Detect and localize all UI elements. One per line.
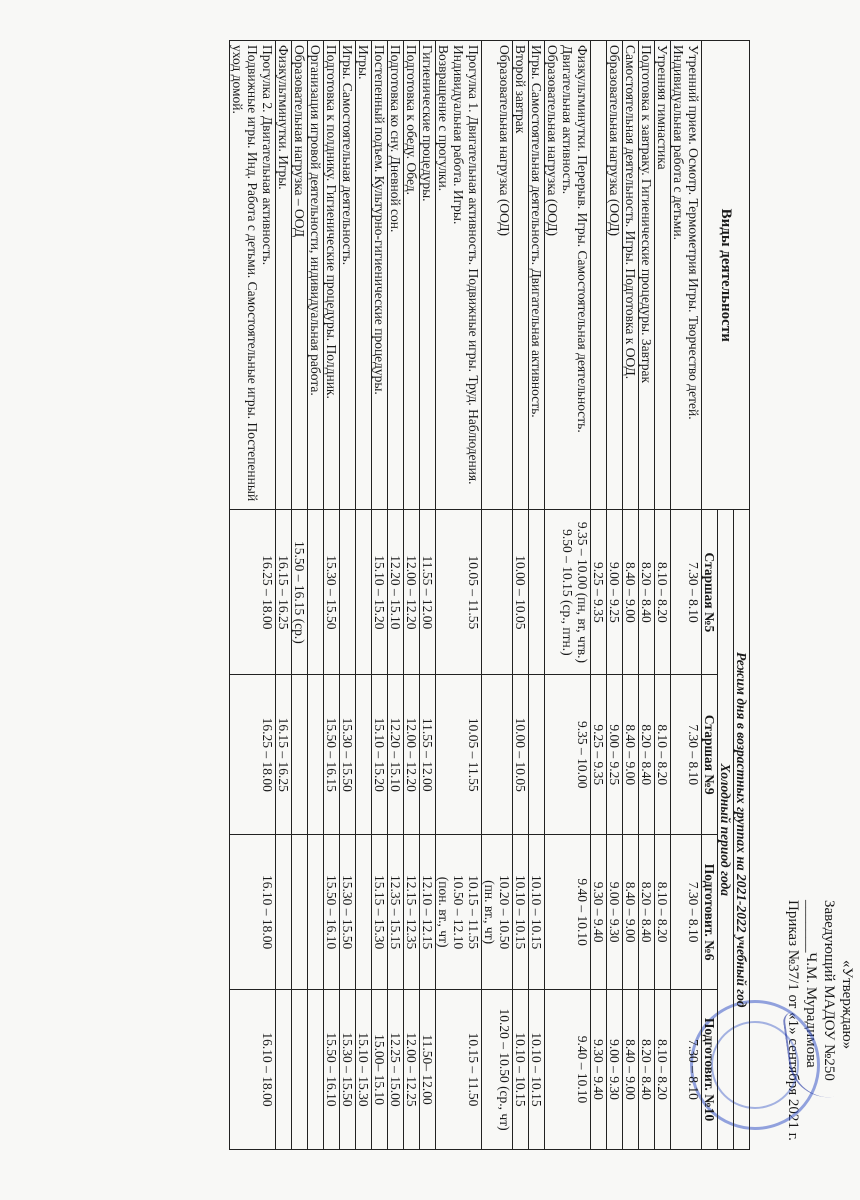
table-row [340,41,356,1150]
time-cell: 10.05 – 11.55 [436,675,482,835]
period-header: Холодный период года [718,510,734,1150]
time-cell: 12.20 – 15.10 [388,675,404,835]
table-row [591,41,607,1150]
time-cell [356,835,372,990]
time-cell: 12.10 – 12.15 [420,835,436,990]
activity-cell: Прогулка 2. Двигательная активность. Подвижные игры. Инд. Работа с детьми. Самостоятельные игры. Постепенный уход домой. [230,41,276,510]
activity-cell: Второй завтрак [513,41,529,510]
activity-cell: Подготовка ко сну. Дневной сон. [388,41,404,510]
time-cell [356,675,372,835]
time-cell: 9.40 – 10.10 [545,990,591,1150]
time-cell: 15.30 – 15.50 [324,510,340,675]
time-cell: 9.00 – 9.30 [607,835,623,990]
time-cell: 10.15 – 11.50 [436,990,482,1150]
time-cell: 9.30 – 9.40 [591,990,607,1150]
table-row [292,41,308,1150]
time-cell: 16.25 – 18.00 [230,510,276,675]
activity-cell: Игры. Самостоятельная деятельность. [340,41,356,510]
time-cell [529,675,545,835]
time-cell: 12.15 – 12.35 [404,835,420,990]
time-cell: 9.25 – 9.35 [591,510,607,675]
time-cell: 10.10 – 10.15 [513,835,529,990]
time-cell: 8.20 – 8.40 [639,510,655,675]
time-cell: 15.10 – 15.20 [372,510,388,675]
activity-cell: Физкультминутки. Перерыв. Игры. Самостоятельная деятельность. Двигательная активность. Образовательная нагрузка (ООД) [545,41,591,510]
time-cell: 15.50 – 16.10 [324,990,340,1150]
time-cell: 10.00 – 10.05 [513,675,529,835]
time-cell: 8.20 – 8.40 [639,835,655,990]
time-cell: 15.10 – 15.20 [372,675,388,835]
time-cell: 10.15 – 11.55 10.50 – 12.10 (пон. вт., чт) [436,835,482,990]
table-row [436,41,482,1150]
time-cell: 16.10 – 18.00 [230,835,276,990]
time-cell: 8.10 – 8.20 [655,990,671,1150]
time-cell: 12.20 – 15.10 [388,510,404,675]
activity-cell: Прогулка 1. Двигательная активность. Подвижные игры. Труд. Наблюдения. Индивидуальная работа. Игры. Возвращение с прогулки. [436,41,482,510]
time-cell: 9.30 – 9.40 [591,835,607,990]
time-cell: 12.25 – 15.00 [388,990,404,1150]
time-cell: 8.10 – 8.20 [655,675,671,835]
time-cell: 7.30 – 8.10 [671,510,702,675]
time-cell [276,990,292,1150]
time-cell: 12.00 – 12.25 [404,990,420,1150]
activity-cell: Подготовка к обеду. Обед. [404,41,420,510]
time-cell: 9.00 – 9.25 [607,510,623,675]
table-row [607,41,623,1150]
time-cell [482,675,513,835]
time-cell [292,835,308,990]
approval-line-3: _______Ч.М. Мурадимова [803,900,819,1068]
group-header: Подготовит. №10 [702,990,718,1150]
group-header: Подготовит. №6 [702,835,718,990]
activity-cell: Образовательная нагрузка (ООД) [482,41,513,510]
time-cell: 16.25 – 18.00 [230,675,276,835]
activity-cell: Физкультминутки. Игры. [276,41,292,510]
activity-cell: Игры. Самостоятельная деятельность. Двигательная активность. [529,41,545,510]
table-row [388,41,404,1150]
time-cell [529,510,545,675]
activity-cell: Утренний прием. Осмотр. Термометрия Игры. Творчество детей. Индивидуальная работа с детьми. [671,41,702,510]
time-cell: 8.40 – 9.00 [623,510,639,675]
time-cell: 12.00 – 12.20 [404,510,420,675]
time-cell: 15.50 – 16.10 [324,835,340,990]
time-cell: 15.30 – 15.50 [340,675,356,835]
time-cell: 15.00– 15.10 [372,990,388,1150]
time-cell [292,990,308,1150]
approval-line-2: Заведующий МАДОУ №250 [821,900,837,1081]
time-cell: 10.20 – 10.50 (пн. вт., чт) [482,835,513,990]
approval-line-1: «Утверждаю» [839,960,855,1050]
time-cell: 8.40 – 9.00 [623,675,639,835]
table-row [276,41,292,1150]
time-cell: 16.10 – 18.00 [230,990,276,1150]
time-cell: 8.20 – 8.40 [639,990,655,1150]
time-cell: 15.50 – 16.15 (ср.) [292,510,308,675]
table-row [324,41,340,1150]
table-row [655,41,671,1150]
time-cell: 16.15 – 16.25 [276,510,292,675]
time-cell: 10.00 – 10.05 [513,510,529,675]
time-cell: 8.10 – 8.20 [655,510,671,675]
table-row [356,41,372,1150]
time-cell [356,510,372,675]
activity-cell: Организация игровой деятельности, индивидуальная работа. [308,41,324,510]
activity-cell [591,41,607,510]
time-cell: 12.00 – 12.20 [404,675,420,835]
table-row [513,41,529,1150]
table-row [230,41,276,1150]
time-cell: 10.10 – 10.15 [529,835,545,990]
group-header: Старшая №5 [702,510,718,675]
table-row [420,41,436,1150]
table-row [308,41,324,1150]
activity-column-header: Виды деятельности [702,41,750,510]
time-cell [482,510,513,675]
time-cell [308,510,324,675]
time-cell: 15.15 – 15.30 [372,835,388,990]
table-row [372,41,388,1150]
time-cell: 9.00 – 9.25 [607,675,623,835]
time-cell: 7.30 – 8.10 [671,990,702,1150]
time-cell: 7.30 – 8.10 [671,835,702,990]
activity-cell: Подготовка к завтраку. Гигиенические процедуры. Завтрак [639,41,655,510]
time-cell: 8.20 – 8.40 [639,675,655,835]
activity-cell: Подготовка к полднику. Гигиенические процедуры. Полдник. [324,41,340,510]
time-cell [340,510,356,675]
time-cell: 10.20 – 10.50 (ср., чт) [482,990,513,1150]
activity-cell: Игры. [356,41,372,510]
time-cell [308,835,324,990]
time-cell: 8.40 – 9.00 [623,990,639,1150]
activity-cell: Образовательная нагрузка – ООД [292,41,308,510]
group-header: Старшая №9 [702,675,718,835]
table-row [671,41,702,1150]
schedule-table [229,40,750,1150]
activity-cell: Самостоятельная деятельность. Игры. Подготовка к ООД. [623,41,639,510]
time-cell: 9.00 – 9.30 [607,990,623,1150]
table-row [482,41,513,1150]
table-row [529,41,545,1150]
time-cell: 9.40 – 10.10 [545,835,591,990]
time-cell: 10.10 – 10.15 [513,990,529,1150]
time-cell: 12.35 – 15.15 [388,835,404,990]
table-row [623,41,639,1150]
time-cell: 9.25 – 9.35 [591,675,607,835]
time-cell [276,835,292,990]
time-cell: 15.10 – 15.30 [356,990,372,1150]
time-cell: 8.10 – 8.20 [655,835,671,990]
time-cell: 9.35 – 10.00 (пн, вт, чтв.) 9.50 – 10.15 (ср., птн.) [545,510,591,675]
table-row [404,41,420,1150]
table-title: Режим дня в возрастных группах на 2021-2022 учебный год [734,510,750,1150]
table-row [545,41,591,1150]
table-row [639,41,655,1150]
activity-cell: Гигиенические процедуры. [420,41,436,510]
time-cell: 10.10 – 10.15 [529,990,545,1150]
time-cell [308,675,324,835]
activity-cell: Постепенный подъем. Культурно-гигиенические процедуры. [372,41,388,510]
time-cell: 9.35 – 10.00 [545,675,591,835]
activity-cell: Утренняя гимнастика [655,41,671,510]
time-cell: 16.15 – 16.25 [276,675,292,835]
time-cell: 15.30 – 15.50 [340,835,356,990]
time-cell: 11.55 – 12.00 [420,675,436,835]
activity-cell: Образовательная нагрузка (ООД) [607,41,623,510]
time-cell: 15.50 – 16.15 [324,675,340,835]
time-cell [292,675,308,835]
time-cell: 7.30 – 8.10 [671,675,702,835]
time-cell: 11.55 – 12.00 [420,510,436,675]
time-cell: 10.05 – 11.55 [436,510,482,675]
time-cell: 8.40 – 9.00 [623,835,639,990]
time-cell: 11.50– 12.00 [420,990,436,1150]
approval-line-4: Приказ №37/1 от «1» сентября 2021 г. [785,900,801,1141]
time-cell: 15.30 – 15.50 [340,990,356,1150]
time-cell [308,990,324,1150]
